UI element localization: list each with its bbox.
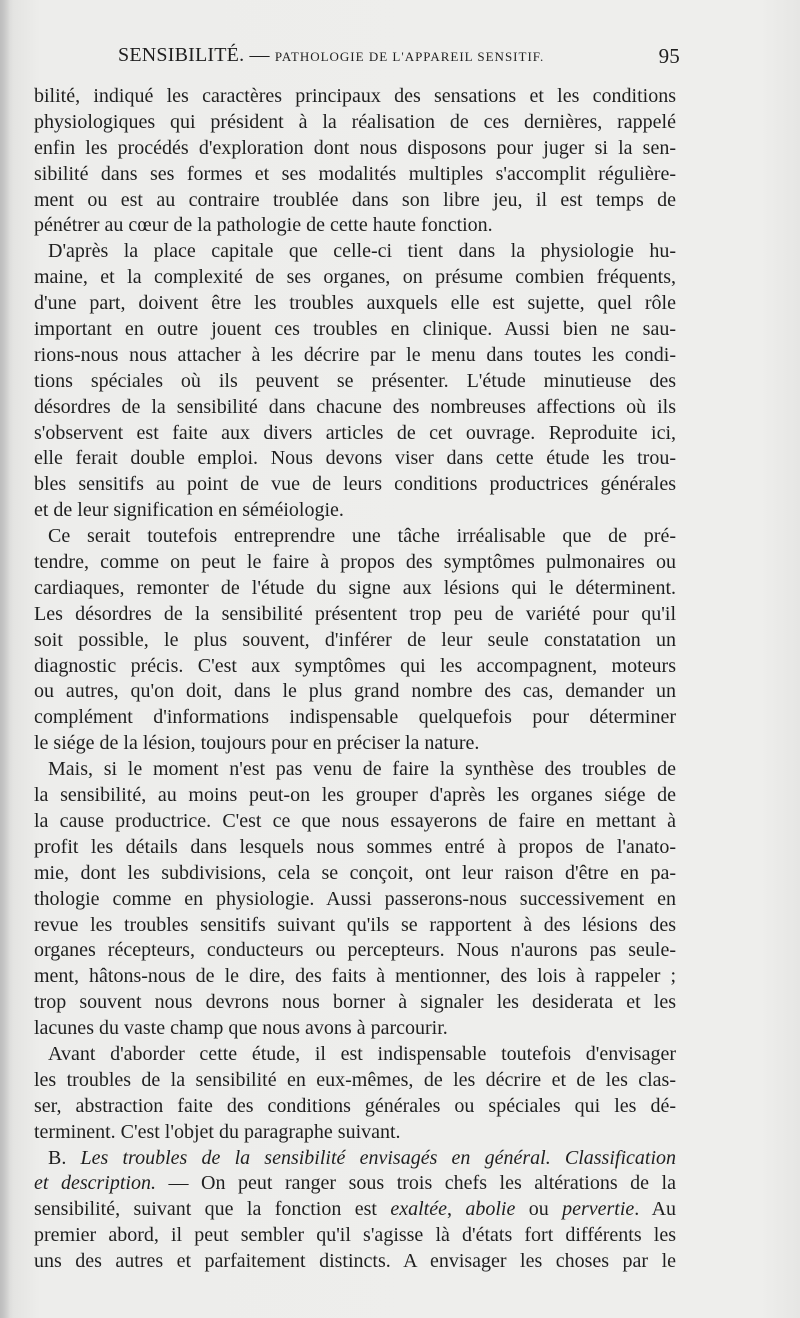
running-title-main: SENSIBILITÉ. —	[118, 44, 270, 66]
text-run: trop souvent nous devrons nous borner à signaler les desiderata et les	[34, 991, 676, 1014]
text-run: cardiaques, remonter de l'étude du signe aux lésions qui le déterminent.	[34, 576, 676, 599]
text-line	[34, 1197, 676, 1223]
text-run: bilité, indiqué les caractères principaux des sensations et les conditions	[34, 85, 676, 107]
text-line	[34, 84, 676, 110]
text-line	[34, 110, 676, 136]
text-line	[34, 809, 676, 835]
text-line	[34, 265, 676, 291]
text-line	[34, 395, 676, 421]
text-run: lacunes du vaste champ que nous avons à parcourir.	[34, 1017, 448, 1040]
text-line	[34, 213, 676, 239]
text-run: revue les troubles sensitifs suivant qu'ils se rapportent à des lésions des	[34, 913, 676, 936]
italic-text: et description.	[34, 1172, 156, 1195]
text-line	[34, 654, 676, 680]
text-run: enfin les procédés d'exploration dont nous disposons pour juger si la sen-	[34, 136, 676, 159]
text-run: tions spéciales où ils peuvent se présenter. L'étude minutieuse des	[34, 369, 676, 392]
text-run: Avant d'aborder cette étude, il est indispensable toutefois d'envisager	[48, 1042, 676, 1065]
text-line	[34, 861, 676, 887]
text-line	[34, 1223, 676, 1249]
text-run: uns des autres et parfaitement distincts. A envisager les choses par le	[34, 1250, 676, 1273]
text-line	[34, 913, 676, 939]
italic-text: exaltée	[390, 1198, 447, 1221]
text-run: bles sensitifs au point de vue de leurs conditions productrices générales	[34, 473, 676, 496]
text-run: les troubles de la sensibilité en eux-mêmes, de les décrire et de les clas-	[34, 1068, 676, 1091]
text-run: ou	[515, 1198, 563, 1221]
text-line	[34, 446, 676, 472]
text-line	[34, 343, 676, 369]
text-run: pénétrer au cœur de la pathologie de cette haute fonction.	[34, 214, 493, 237]
text-run: soit possible, le plus souvent, d'inférer de leur seule constatation un	[34, 628, 676, 651]
text-run: physiologiques qui président à la réalisation de ces dernières, rappelé	[34, 110, 676, 133]
text-run: Mais, si le moment n'est pas venu de faire la synthèse des troubles de	[48, 758, 676, 781]
text-line	[34, 1249, 676, 1275]
text-line	[34, 731, 676, 757]
text-line	[34, 550, 676, 576]
text-run: organes récepteurs, conducteurs ou percepteurs. Nous n'aurons pas seule-	[34, 939, 676, 962]
text-run: . Au	[634, 1198, 676, 1221]
text-line	[34, 576, 676, 602]
text-line	[34, 964, 676, 990]
text-line	[34, 1171, 676, 1197]
text-run: la cause productrice. C'est ce que nous essayerons de faire en mettant à	[34, 809, 676, 832]
text-line	[34, 1042, 676, 1068]
text-run: d'une part, doivent être les troubles auxquels elle est sujette, quel rôle	[34, 292, 676, 315]
text-line	[34, 239, 676, 265]
text-run: Ce serait toutefois entreprendre une tâche irréalisable que de pré-	[48, 525, 676, 548]
text-run: profit les détails dans lesquels nous sommes entré à propos de l'anato-	[34, 835, 676, 858]
text-run: sibilité dans ses formes et ses modalités multiples s'accomplit régulière-	[34, 162, 676, 185]
page-number: 95	[658, 44, 680, 68]
text-run: tendre, comme on peut le faire à propos des symptômes pulmonaires ou	[34, 551, 676, 574]
running-header	[118, 44, 680, 74]
text-line	[34, 317, 676, 343]
text-line	[34, 679, 676, 705]
text-line	[34, 524, 676, 550]
text-run: elle ferait double emploi. Nous devons viser dans cette étude les trou-	[34, 447, 676, 470]
text-line	[34, 628, 676, 654]
text-run: premier abord, il peut sembler qu'il s'agisse là d'états fort différents les	[34, 1224, 676, 1247]
text-run: ser, abstraction faite des conditions générales ou spéciales qui les dé-	[34, 1094, 676, 1117]
text-run: ,	[446, 1198, 466, 1221]
text-run: maine, et la complexité de ses organes, on présume combien fréquents,	[34, 266, 676, 289]
text-run: important en outre jouent ces troubles en clinique. Aussi bien ne sau-	[34, 318, 676, 341]
text-line	[34, 783, 676, 809]
binding-shadow	[0, 0, 10, 1318]
text-run: B.	[48, 1146, 81, 1169]
text-run: Les désordres de la sensibilité présentent trop peu de variété pour qu'il	[34, 602, 676, 625]
text-run: s'observent est faite aux divers articles de cet ouvrage. Reproduite ici,	[34, 421, 676, 444]
text-line	[34, 1094, 676, 1120]
text-line	[34, 938, 676, 964]
text-run: le siége de la lésion, toujours pour en préciser la nature.	[34, 732, 480, 755]
italic-text: pervertie	[562, 1198, 635, 1221]
body-text	[34, 84, 676, 1275]
text-run: sensibilité, suivant que la fonction est	[34, 1198, 391, 1221]
text-line	[34, 835, 676, 861]
italic-text: abolie	[465, 1198, 516, 1221]
text-run: et de leur signification en séméiologie.	[34, 499, 344, 522]
text-run: désordres de la sensibilité dans chacune des nombreuses affections où ils	[34, 395, 676, 418]
text-run: terminent. C'est l'objet du paragraphe suivant.	[34, 1120, 401, 1143]
text-run: mie, dont les subdivisions, cela se conçoit, ont leur raison d'être en pa-	[34, 861, 676, 884]
text-run: ment ou est au contraire troublée dans son libre jeu, il est temps de	[34, 188, 676, 211]
text-run: complément d'informations indispensable quelquefois pour déterminer	[34, 706, 676, 729]
text-line	[34, 136, 676, 162]
text-run: thologie comme en physiologie. Aussi passerons-nous successivement en	[34, 887, 676, 910]
text-line	[34, 291, 676, 317]
text-line	[34, 887, 676, 913]
text-run: la sensibilité, au moins peut-on les grouper d'après les organes siége de	[34, 784, 676, 807]
text-run: — On peut ranger sous trois chefs les altérations de la	[155, 1172, 676, 1195]
text-run: ment, hâtons-nous de le dire, des faits à mentionner, des lois à rappeler ;	[34, 965, 676, 988]
text-line	[34, 1068, 676, 1094]
text-line	[34, 421, 676, 447]
text-line	[34, 369, 676, 395]
text-line	[34, 472, 676, 498]
text-line	[34, 1146, 676, 1172]
text-line	[34, 757, 676, 783]
text-line	[34, 1016, 676, 1042]
italic-text: Les troubles de la sensibilité envisagés en général. Classification	[80, 1146, 676, 1169]
text-run: rions-nous nous attacher à les décrire par le menu dans toutes les condi-	[34, 343, 676, 366]
text-line	[34, 705, 676, 731]
text-run: D'après la place capitale que celle-ci tient dans la physiologie hu-	[48, 240, 676, 263]
text-line	[34, 188, 676, 214]
running-title-sub: PATHOLOGIE DE L'APPAREIL SENSITIF.	[274, 49, 545, 64]
text-line	[34, 990, 676, 1016]
text-line	[34, 498, 676, 524]
text-line	[34, 1120, 676, 1146]
running-title	[118, 44, 544, 67]
text-line	[34, 162, 676, 188]
text-line	[34, 602, 676, 628]
text-run: ou autres, qu'on doit, dans le plus grand nombre des cas, demander un	[34, 680, 676, 703]
text-run: diagnostic précis. C'est aux symptômes qui les accompagnent, moteurs	[34, 654, 676, 677]
